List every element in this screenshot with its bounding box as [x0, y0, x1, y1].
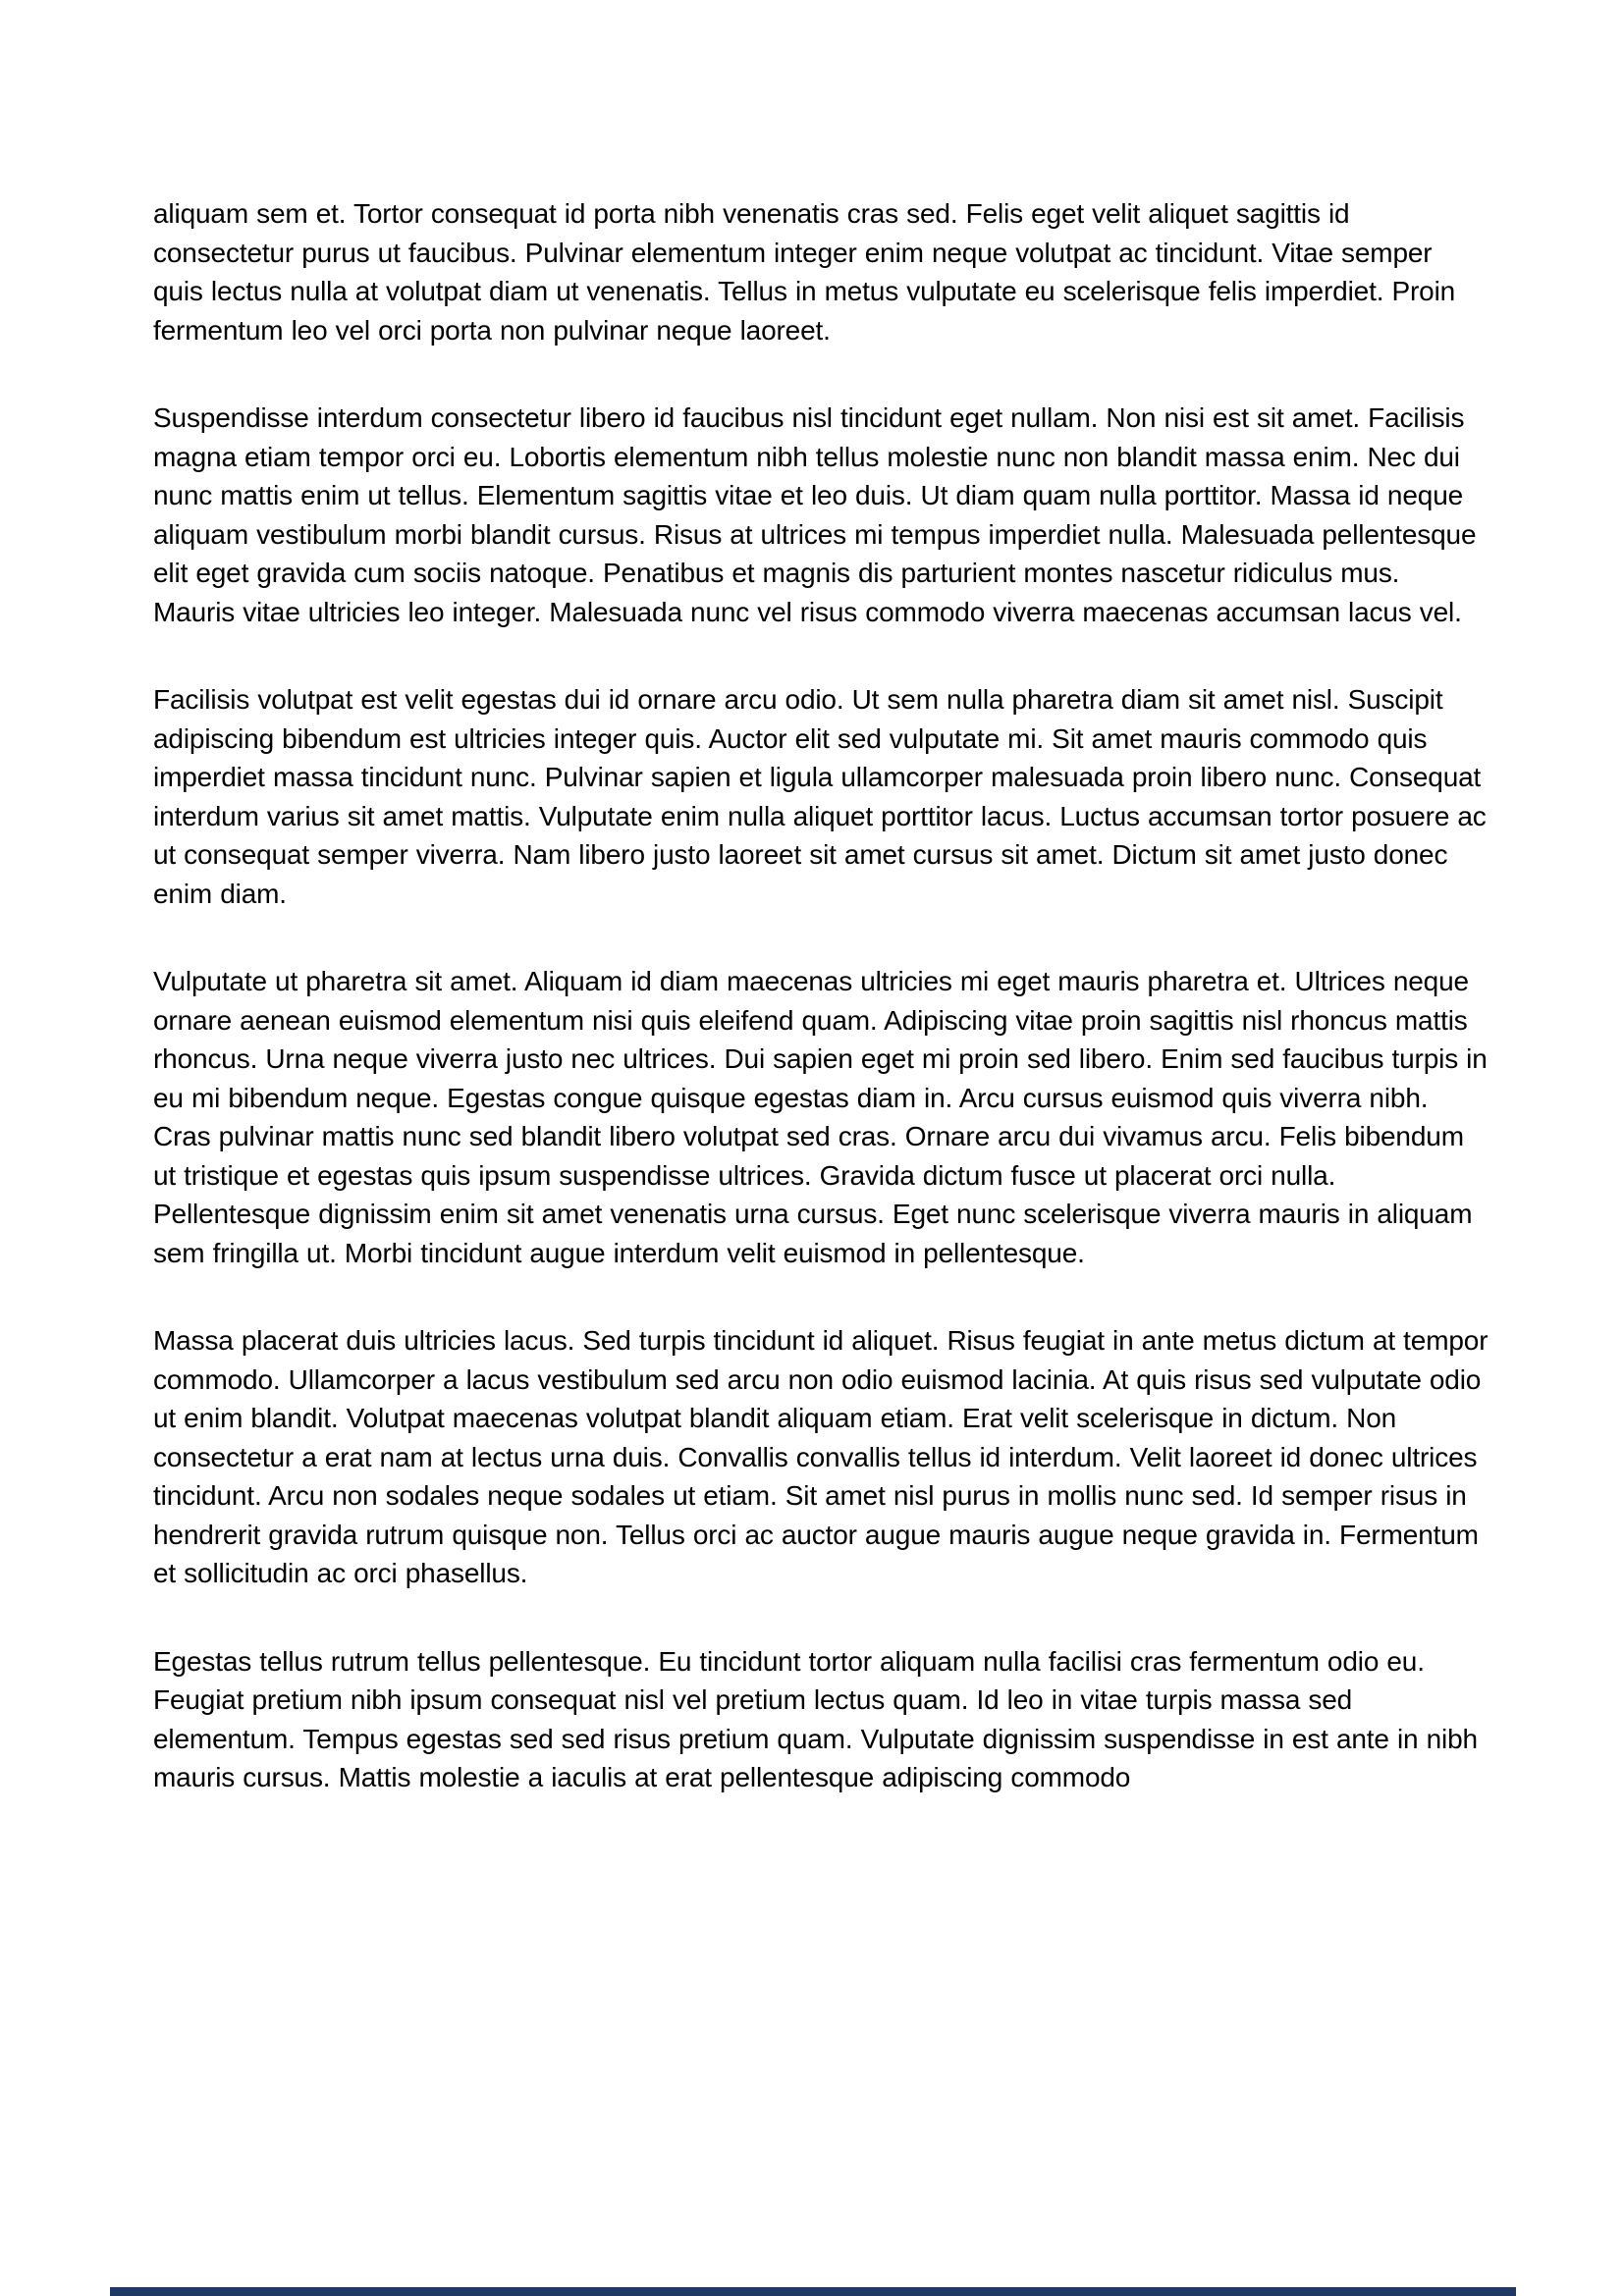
- paragraph-6: Egestas tellus rutrum tellus pellentesque. Eu tincidunt tortor aliquam nulla facilisi cras fermentum odio eu. Feugiat pretium nibh ipsum consequat nisl vel pretium lectus quam. Id leo in vitae turpis massa sed elementum. Tempus egestas sed sed risus pretium quam. Vulputate dignissim suspendisse in est ante in nibh mauris cursus. Mattis molestie a iaculis at erat pellentesque adipiscing commodo: [153, 1645, 1478, 1792]
- paragraph-5: Massa placerat duis ultricies lacus. Sed turpis tincidunt id aliquet. Risus feugiat in ante metus dictum at tempor commodo. Ullamcorper a lacus vestibulum sed arcu non odio euismod lacinia. At quis risus sed vulputate odio ut enim blandit. Volutpat maecenas volutpat blandit aliquam etiam. Erat velit scelerisque in dictum. Non consectetur a erat nam at lectus urna duis. Convallis convallis tellus id interdum. Velit laoreet id donec ultrices tincidunt. Arcu non sodales neque sodales ut etiam. Sit amet nisl purus in mollis nunc sed. Id semper risus in hendrerit gravida rutrum quisque non. Tellus orci ac auctor augue mauris augue neque gravida in. Fermentum et sollicitudin ac orci phasellus.: [153, 1325, 1489, 1588]
- document-body-text: [153, 194, 1489, 1846]
- paragraph-1: aliquam sem et. Tortor consequat id porta nibh venenatis cras sed. Felis eget velit aliquet sagittis id consectetur purus ut faucibus. Pulvinar elementum integer enim neque volutpat ac tincidunt. Vitae semper quis lectus nulla at volutpat diam ut venenatis. Tellus in metus vulputate eu scelerisque felis imperdiet. Proin fermentum leo vel orci porta non pulvinar neque laoreet.: [153, 198, 1456, 346]
- paragraph-4: Vulputate ut pharetra sit amet. Aliquam id diam maecenas ultricies mi eget mauris pharetra et. Ultrices neque ornare aenean euismod elementum nisi quis eleifend quam. Adipiscing vitae proin sagittis nisl rhoncus mattis rhoncus. Urna neque viverra justo nec ultrices. Dui sapien eget mi proin sed libero. Enim sed faucibus turpis in eu mi bibendum neque. Egestas congue quisque egestas diam in. Arcu cursus euismod quis viverra nibh. Cras pulvinar mattis nunc sed blandit libero volutpat sed cras. Ornare arcu dui vivamus arcu. Felis bibendum ut tristique et egestas quis ipsum suspendisse ultrices. Gravida dictum fusce ut placerat orci nulla. Pellentesque dignissim enim sit amet venenatis urna cursus. Eget nunc scelerisque viverra mauris in aliquam sem fringilla ut. Morbi tincidunt augue interdum velit euismod in pellentesque.: [153, 966, 1488, 1268]
- page-bottom-rule: [110, 2287, 1516, 2296]
- paragraph-3: Facilisis volutpat est velit egestas dui id ornare arcu odio. Ut sem nulla pharetra diam sit amet nisl. Suscipit adipiscing bibendum est ultricies integer quis. Auctor elit sed vulputate mi. Sit amet mauris commodo quis imperdiet massa tincidunt nunc. Pulvinar sapien et ligula ullamcorper malesuada proin libero nunc. Consequat interdum varius sit amet mattis. Vulputate enim nulla aliquet porttitor lacus. Luctus accumsan tortor posuere ac ut consequat semper viverra. Nam libero justo laoreet sit amet cursus sit amet. Dictum sit amet justo donec enim diam.: [153, 684, 1487, 909]
- paragraph-2: Suspendisse interdum consectetur libero id faucibus nisl tincidunt eget nullam. Non nisi est sit amet. Facilisis magna etiam tempor orci eu. Lobortis elementum nibh tellus molestie nunc non blandit massa enim. Nec dui nunc mattis enim ut tellus. Elementum sagittis vitae et leo duis. Ut diam quam nulla porttitor. Massa id neque aliquam vestibulum morbi blandit cursus. Risus at ultrices mi tempus imperdiet nulla. Malesuada pellentesque elit eget gravida cum sociis natoque. Penatibus et magnis dis parturient montes nascetur ridiculus mus. Mauris vitae ultricies leo integer. Malesuada nunc vel risus commodo viverra maecenas accumsan lacus vel.: [153, 402, 1477, 627]
